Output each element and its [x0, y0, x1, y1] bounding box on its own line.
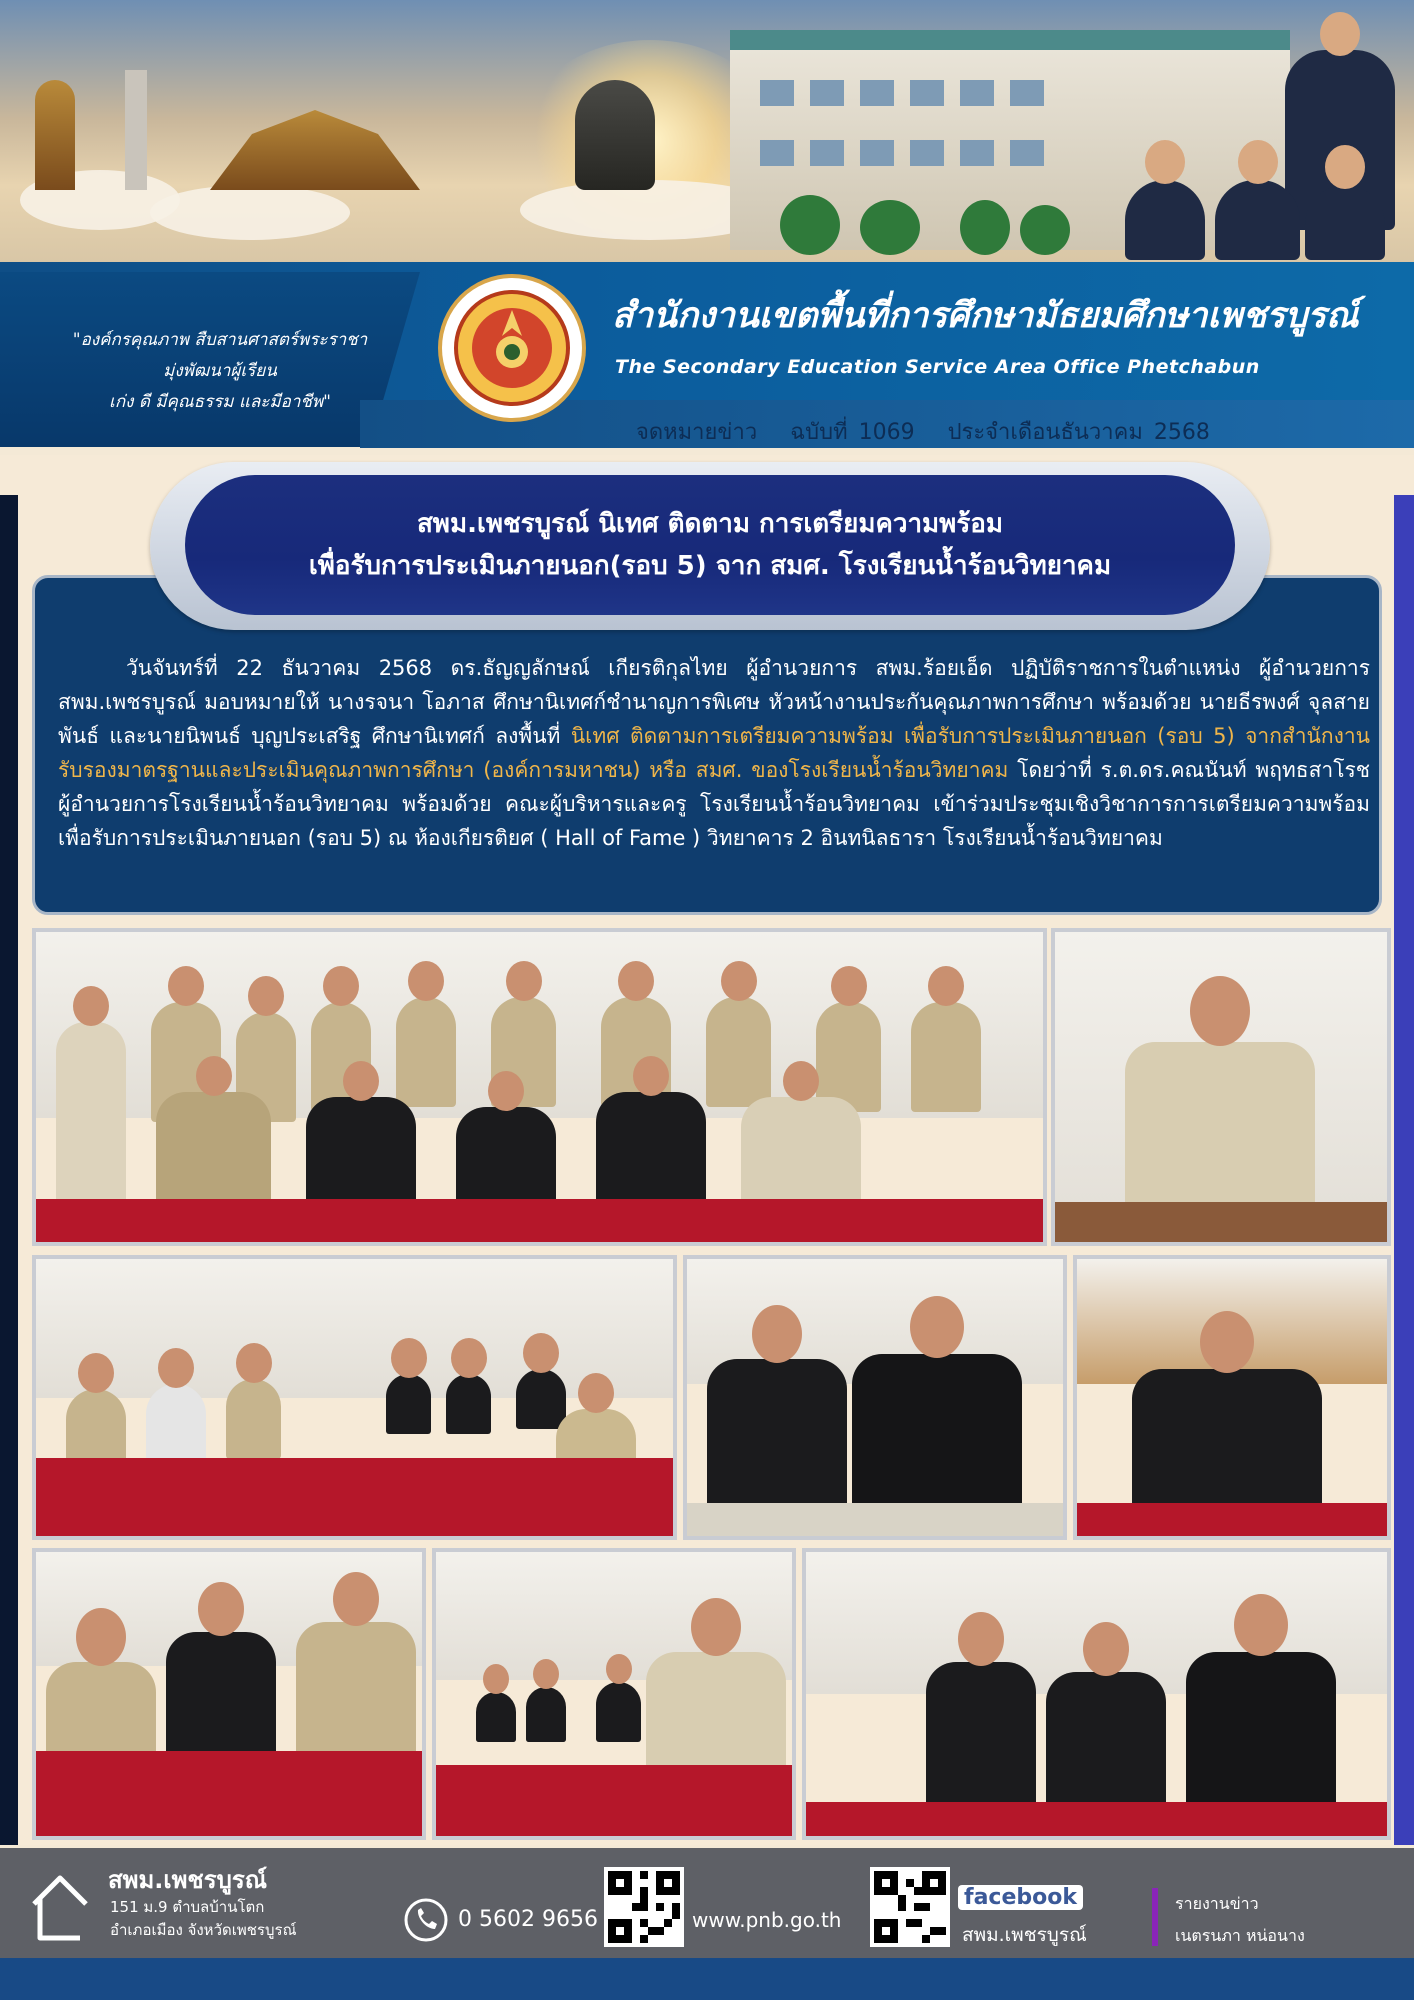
- reporter-name: เนตรนภา หน่อนาง: [1175, 1926, 1305, 1945]
- motto-line: "องค์กรคุณภาพ สืบสานศาสตร์พระราชา: [72, 330, 368, 350]
- facebook-icon[interactable]: facebook: [958, 1885, 1083, 1910]
- home-icon: [30, 1872, 90, 1944]
- newsletter-issue: [636, 414, 1210, 449]
- tree: [780, 195, 840, 255]
- left-edge-strip: [0, 495, 18, 1845]
- org-name-thai: สำนักงานเขตพื้นที่การศึกษามัธยมศึกษาเพชรบูรณ์: [612, 295, 1359, 336]
- reporter-divider: [1152, 1888, 1158, 1946]
- speaker-photo: [1051, 928, 1391, 1246]
- address-line: อำเภอเมือง จังหวัดเพชรบูรณ์: [110, 1921, 297, 1939]
- org-seal-logo: [442, 278, 582, 418]
- article-body: [58, 651, 1370, 855]
- footer-phone[interactable]: 0 5602 9656: [458, 1907, 598, 1932]
- header-banner: [0, 0, 1414, 265]
- seated-buddha: [575, 80, 655, 190]
- facebook-page-name[interactable]: สพม.เพชรบูรณ์: [962, 1924, 1087, 1946]
- motto-line: มุ่งพัฒนาผู้เรียน: [163, 361, 277, 381]
- seal-emblem-icon: [452, 288, 572, 408]
- executive-photo: [1305, 185, 1385, 260]
- tree: [1020, 205, 1070, 255]
- facebook-qr-code-icon: [870, 1867, 950, 1947]
- speaker-woman-photo: [683, 1255, 1067, 1540]
- newsletter-label: จดหมายข่าว: [636, 420, 758, 445]
- meeting-wide-photo: [432, 1548, 796, 1840]
- meeting-closeup-photo: [32, 1548, 426, 1840]
- footer-bottom-bar: [0, 1958, 1414, 2000]
- footer-org-name: สพม.เพชรบูรณ์: [108, 1866, 267, 1894]
- executive-photo: [1125, 180, 1205, 260]
- meeting-photo: [32, 1255, 677, 1540]
- article-highlight: นิเทศ ติดตามการเตรียมความพร้อม เพื่อรับการประเมินภายนอก (รอบ 5) จากสำนักงานรับรองมาตรฐานและประเมินคุณภาพการศึกษา (องค์การมหาชน) หรือ สมศ. ของโรงเรียนน้ำร้อนวิทยาคม: [58, 724, 1370, 782]
- phone-icon: [404, 1898, 448, 1942]
- cloud: [150, 185, 350, 240]
- article-text: วันจันทร์ที่ 22 ธันวาคม 2568 ดร.ธัญญลักษณ์ เกียรติกุลไทย ผู้อำนวยการ สพม.ร้อยเอ็ด ปฏิบัติราชการในตำแหน่ง ผู้อำนวยการ สพม.เพชรบูรณ์ มอบหมายให้ นางรจนา โอภาส ศึกษานิเทศก์ชำนาญการพิเศษ หัวหน้างานประกันคุณภาพการศึกษา พร้อมด้วย นายธีรพงศ์ จุลสายพันธ์ และนายนิพนธ์ บุญประเสริฐ ศึกษานิเทศก์ ลงพื้นที่: [58, 656, 1370, 748]
- group-photo: [32, 928, 1047, 1246]
- footer-address: [110, 1896, 296, 1942]
- motto-line: เก่ง ดี มีคุณธรรม และมีอาชีพ": [109, 392, 331, 412]
- issue-month: ประจำเดือนธันวาคม 2568: [947, 420, 1210, 445]
- org-motto: [30, 325, 410, 418]
- issue-number: 1069: [858, 420, 915, 445]
- issue-label: ฉบับที่: [790, 420, 848, 445]
- attendees-photo: [802, 1548, 1391, 1840]
- tree: [960, 200, 1010, 255]
- news-headline: [185, 475, 1235, 615]
- article-text: โดยว่าที่ ร.ต.ดร.คณนันท์ พฤทธสาโรช ผู้อำนวยการโรงเรียนน้ำร้อนวิทยาคม พร้อมด้วย คณะผู้บริหารและครู โรงเรียนน้ำร้อนวิทยาคม เข้าร่วมประชุมเชิงวิชาการการเตรียมความพร้อมเพื่อรับการประเมินภายนอก (รอบ 5) ณ ห้องเกียรติยศ ( Hall of Fame ) วิทยาคาร 2 อินทนิลธารา โรงเรียนน้ำร้อนวิทยาคม: [58, 758, 1371, 850]
- listener-photo: [1073, 1255, 1391, 1540]
- temple-roof: [210, 110, 420, 190]
- website-qr-code-icon: [604, 1867, 684, 1947]
- executive-photo: [1215, 180, 1300, 260]
- address-line: 151 ม.9 ตำบลบ้านโตก: [110, 1898, 265, 1916]
- report-label: รายงานข่าว: [1175, 1894, 1259, 1913]
- org-name-english: The Secondary Education Service Area Office Phetchabun: [615, 356, 1260, 378]
- reporter-credit: [1175, 1888, 1305, 1952]
- buddha-statue: [35, 80, 75, 190]
- monument: [125, 70, 147, 190]
- footer-website[interactable]: www.pnb.go.th: [692, 1908, 842, 1932]
- headline-line: สพม.เพชรบูรณ์ นิเทศ ติดตาม การเตรียมความพร้อม: [416, 509, 1004, 539]
- headline-line: เพื่อรับการประเมินภายนอก(รอบ 5) จาก สมศ. โรงเรียนน้ำร้อนวิทยาคม: [308, 551, 1112, 581]
- tree: [860, 200, 920, 255]
- right-edge-strip: [1394, 495, 1414, 1845]
